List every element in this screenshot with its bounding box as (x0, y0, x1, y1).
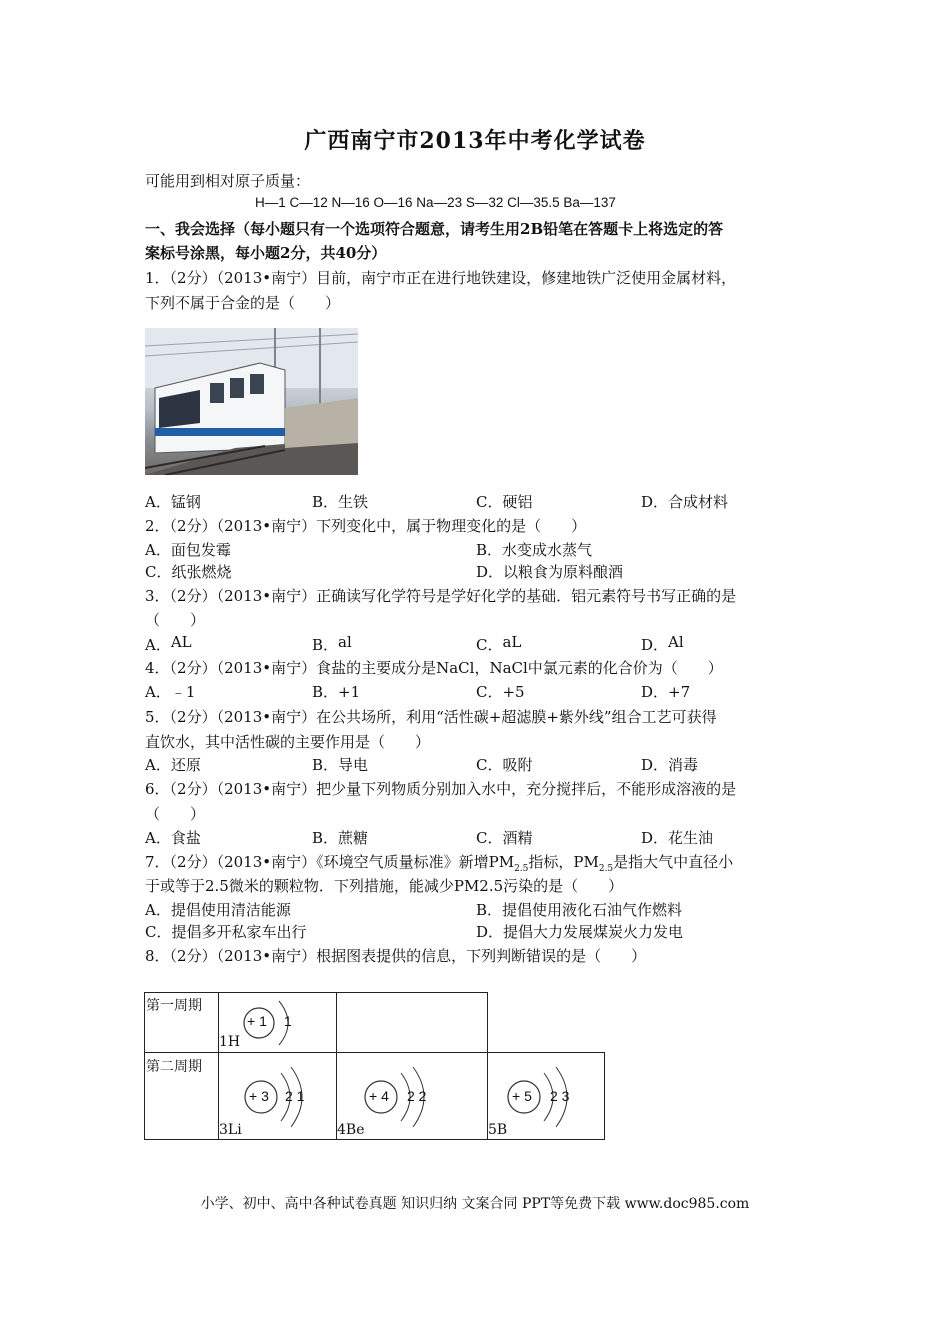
option-value: +1 (338, 683, 361, 701)
option-letter: D． (641, 636, 669, 654)
electron-shells: 1 (284, 1013, 292, 1029)
q3-option-b (312, 634, 352, 655)
option-letter: C． (476, 636, 503, 654)
q4-option-d (641, 681, 690, 702)
nucleus-charge: + 5 (512, 1088, 532, 1104)
q7-option-c: C．提倡多开私家车出行 (145, 923, 307, 941)
electron-shells: 2 2 (407, 1088, 427, 1104)
option-letter: C． (476, 683, 503, 701)
q6-option-d: D．花生油 (641, 829, 714, 847)
question-5-line2: 直饮水，其中活性碳的主要作用是（ ） (145, 733, 431, 751)
element-cell-b (487, 1052, 605, 1140)
q7-text-part: 7．（2分）（2013•南宁）《环境空气质量标准》新增PM (145, 853, 515, 871)
question-3-line2: （ ） (145, 611, 206, 629)
period-1-label-cell (144, 992, 219, 1053)
option-letter: A． (145, 683, 171, 701)
question-5-line1: 5．（2分）（2013•南宁）在公共场所，利用“活性碳+超滤膜+紫外线”组合工艺可获得 (145, 708, 717, 726)
q7-subscript: 2.5 (598, 864, 614, 874)
q2-option-c: C．纸张燃烧 (145, 563, 232, 581)
nucleus-charge: + 1 (247, 1013, 267, 1029)
option-symbol: AL (170, 633, 192, 651)
element-label: 3Li (219, 1122, 242, 1138)
option-value: +7 (668, 683, 691, 701)
option-letter: B． (312, 636, 339, 654)
question-6-line1: 6．（2分）（2013•南宁）把少量下列物质分别加入水中，充分搅拌后，不能形成溶液的是 (145, 780, 737, 798)
question-7-line1 (145, 851, 733, 874)
element-cell-h (218, 992, 337, 1053)
question-1-line2: 下列不属于合金的是（ ） (145, 294, 341, 312)
page-footer: 小学、初中、高中各种试卷真题 知识归纳 文案合同 PPT等免费下载 www.doc985.com (200, 1196, 750, 1212)
page-title: 广西南宁市2013年中考化学试卷 (304, 128, 646, 154)
element-cell-be (336, 1052, 488, 1140)
element-cell-li (218, 1052, 337, 1140)
q3-option-c (476, 634, 521, 655)
option-letter: A． (145, 636, 171, 654)
question-7-line2: 于或等于2.5微米的颗粒物．下列措施，能减少PM2.5污染的是（ ） (145, 877, 624, 895)
q7-option-a: A．提倡使用清洁能源 (145, 901, 291, 919)
option-symbol: al (338, 633, 352, 651)
question-3-line1: 3．（2分）（2013•南宁）正确读写化学符号是学好化学的基础．铝元素符号书写正确的是 (145, 587, 737, 605)
q2-option-b: B．水变成水蒸气 (476, 541, 593, 559)
q3-option-a (145, 634, 192, 655)
q6-option-a: A．食盐 (145, 829, 201, 847)
subway-train-illustration (145, 328, 358, 475)
q2-option-d: D．以粮食为原料酿酒 (476, 563, 624, 581)
q7-option-b: B．提倡使用液化石油气作燃料 (476, 901, 683, 919)
question-8-line1: 8．（2分）（2013•南宁）根据图表提供的信息，下列判断错误的是（ ） (145, 947, 647, 965)
element-label: 4Be (337, 1122, 365, 1138)
electron-shells: 2 3 (550, 1088, 570, 1104)
period-1-label: 第一周期 (146, 998, 202, 1014)
question-4-line1: 4．（2分）（2013•南宁）食盐的主要成分是NaCl，NaCl中氯元素的化合价为（ ） (145, 659, 723, 677)
question-1-line1: 1．（2分）（2013•南宁）目前，南宁市正在进行地铁建设，修建地铁广泛使用金属材料， (145, 269, 737, 287)
q4-option-c (476, 681, 525, 702)
element-label: 5B (488, 1122, 508, 1138)
option-value: ﹣1 (170, 683, 196, 701)
q7-text-part: 是指大气中直径小 (613, 853, 734, 871)
q7-option-d: D．提倡大力发展煤炭火力发电 (476, 923, 684, 941)
option-letter: B． (312, 683, 339, 701)
atomic-mass-list: H—1 C—12 N—16 O—16 Na—23 S—32 Cl—35.5 Ba—137 (255, 195, 616, 210)
electron-shells: 2 1 (285, 1088, 305, 1104)
element-label: 1H (219, 1034, 241, 1050)
option-symbol: aL (502, 633, 522, 651)
nucleus-charge: + 4 (369, 1088, 389, 1104)
q1-option-a: A．锰钢 (145, 493, 201, 511)
question-2-line1: 2．（2分）（2013•南宁）下列变化中，属于物理变化的是（ ） (145, 517, 587, 535)
q7-subscript: 2.5 (514, 864, 529, 874)
period-2-label: 第二周期 (146, 1059, 202, 1075)
q4-option-b (312, 681, 360, 702)
q6-option-b: B．蔗糖 (312, 829, 369, 847)
nucleus-charge: + 3 (249, 1088, 269, 1104)
section-heading-line1: 一、我会选择（每小题只有一个选项符合题意，请考生用2B铅笔在答题卡上将选定的答 (145, 220, 724, 238)
q6-option-c: C．酒精 (476, 829, 533, 847)
question-6-line2: （ ） (145, 805, 206, 823)
empty-cell (336, 992, 488, 1053)
q5-option-c: C．吸附 (476, 756, 533, 774)
q3-option-d (641, 634, 684, 655)
q7-text-part: 指标，PM (528, 853, 599, 871)
q5-option-a: A．还原 (145, 756, 201, 774)
option-letter: D． (641, 683, 669, 701)
atomic-mass-label: 可能用到相对原子质量： (145, 172, 311, 190)
option-value: +5 (502, 683, 525, 701)
q1-option-d: D．合成材料 (641, 493, 729, 511)
q5-option-b: B．导电 (312, 756, 369, 774)
q1-option-b: B．生铁 (312, 493, 369, 511)
q1-option-c: C．硬铝 (476, 493, 533, 511)
option-symbol: Al (668, 633, 684, 651)
subway-train-photo (145, 328, 358, 475)
q2-option-a: A．面包发霉 (145, 541, 231, 559)
q4-option-a (145, 681, 195, 702)
period-2-label-cell (144, 1052, 219, 1140)
section-heading-line2: 案标号涂黑，每小题2分，共40分） (145, 244, 387, 262)
q5-option-d: D．消毒 (641, 756, 699, 774)
